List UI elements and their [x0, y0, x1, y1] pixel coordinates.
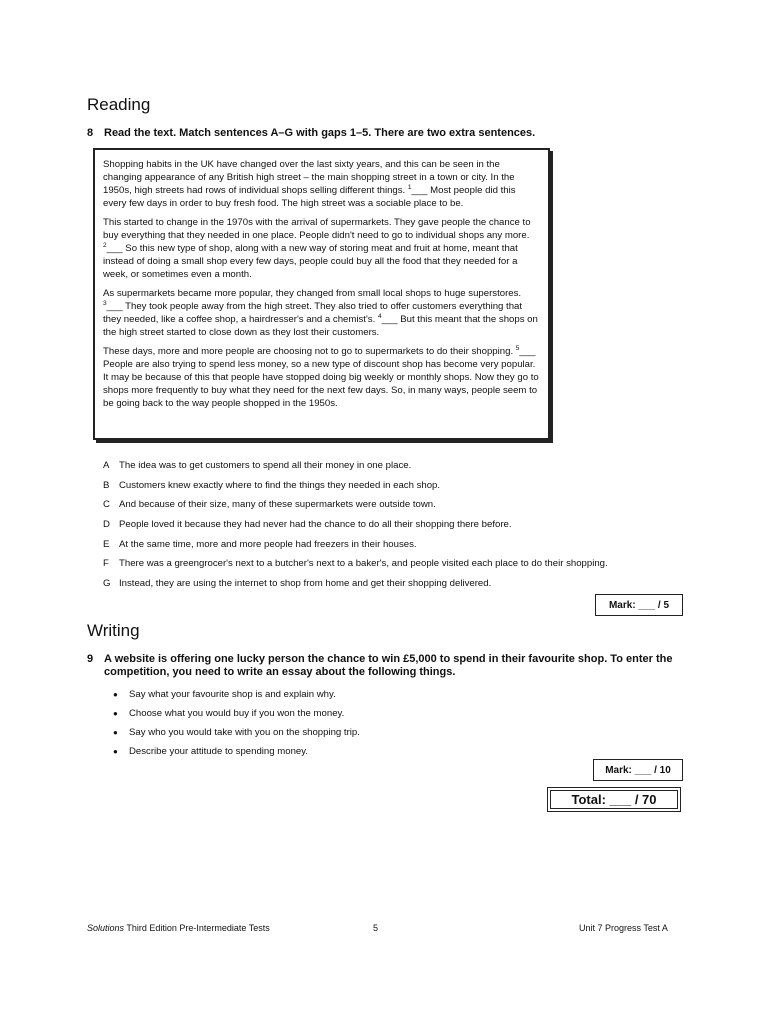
question-8-instruction: Read the text. Match sentences A–G with gaps 1–5. There are two extra sentences.: [104, 127, 536, 139]
gap-number: 1: [407, 183, 412, 191]
option-item: [103, 456, 683, 476]
passage-paragraph: [103, 345, 540, 410]
option-item: [103, 495, 683, 515]
essay-point-text: Say who you would take with you on the shopping trip.: [129, 727, 360, 738]
option-text: There was a greengrocer's next to a butcher's next to a baker's, and people visited each place to do their shopping.: [119, 558, 608, 570]
option-letter: E: [103, 538, 110, 550]
gap-number: 2: [103, 241, 107, 249]
footer-test-name: Unit 7 Progress Test A: [579, 923, 668, 933]
reading-passage: [103, 158, 540, 410]
passage-text: As supermarkets became more popular, they changed from small local shops to huge superstores.: [103, 288, 522, 299]
essay-point: [113, 723, 673, 742]
passage-text: ___ But this meant that the shops on the high street started to close down as they lost their customers.: [103, 314, 538, 338]
option-text: Instead, they are using the internet to shop from home and get their shopping delivered.: [119, 577, 492, 589]
total-score-box: [547, 787, 681, 812]
bullet-icon: ●: [113, 709, 118, 718]
passage-text: ___ People are also trying to spend less money, so a new type of discount shop has become very popular. It may be because of this that people have stopped doing big weekly or monthly shops. Now they go to shops more frequently to buy what they need for the next few days. So, in many ways, people seem to be going back to the way people shopped in the 1950s.: [103, 346, 539, 409]
passage-text: ___ Most people did this every few days in order to buy fresh food. The high street was a sociable place to be.: [103, 185, 516, 209]
option-item: [103, 476, 683, 496]
essay-point: [113, 742, 673, 761]
passage-paragraph: [103, 216, 540, 281]
option-text: Customers knew exactly where to find the things they needed in each shop.: [119, 479, 441, 491]
question-9-number: 9: [87, 653, 94, 665]
footer-book-title: [87, 923, 270, 933]
passage-text: This started to change in the 1970s with the arrival of supermarkets. They gave people the chance to buy everything that they needed in one place. People didn't need to go to individual shops any more.: [103, 217, 531, 241]
reading-mark-box: Mark: ___ / 5: [595, 594, 683, 616]
option-letter: G: [103, 577, 111, 589]
writing-mark-box: Mark: ___ / 10: [593, 759, 683, 781]
footer-page-number: 5: [373, 923, 379, 933]
passage-text: ___ So this new type of shop, along with a new way of storing meat and fruit at home, meant that instead of doing a small shop every few days, people could buy all the food that they needed for a week, or sometimes even a month.: [103, 243, 518, 280]
bullet-icon: ●: [113, 690, 118, 699]
option-letter: F: [103, 558, 109, 570]
option-letter: C: [103, 499, 110, 511]
question-8-number: 8: [87, 127, 94, 139]
option-item: [103, 515, 683, 535]
reading-heading: Reading: [87, 95, 151, 114]
total-score-label: Total: ___ / 70: [550, 790, 678, 809]
option-letter: D: [103, 519, 110, 531]
passage-text: Shopping habits in the UK have changed over the last sixty years, and this can be seen in the changing appearance of any British high street – the main shopping street in a town or city. In the 1950s, high streets had rows of individual shops selling different things.: [103, 159, 515, 196]
option-text: The idea was to get customers to spend all their money in one place.: [119, 460, 412, 472]
option-item: [103, 554, 683, 574]
option-text: At the same time, more and more people had freezers in their houses.: [119, 538, 417, 550]
bullet-icon: ●: [113, 747, 118, 756]
passage-text: These days, more and more people are choosing not to go to supermarkets to do their shopping.: [103, 346, 516, 357]
question-9-instruction: A website is offering one lucky person the chance to win £5,000 to spend in their favourite shop. To enter the competition, you need to write an essay about the following things.: [104, 653, 673, 678]
essay-point: [113, 704, 673, 723]
footer-book-rest: Third Edition Pre-Intermediate Tests: [124, 923, 270, 933]
essay-point-text: Say what your favourite shop is and explain why.: [129, 689, 336, 700]
essay-point-text: Describe your attitude to spending money.: [129, 746, 309, 757]
option-item: [103, 534, 683, 554]
essay-point-text: Choose what you would buy if you won the money.: [129, 708, 345, 719]
essay-points-list: [113, 685, 673, 761]
answer-options-list: [103, 456, 683, 593]
option-item: [103, 574, 683, 594]
bullet-icon: ●: [113, 728, 118, 737]
passage-paragraph: [103, 287, 540, 339]
gap-number: 3: [103, 299, 107, 307]
writing-heading: Writing: [87, 621, 140, 640]
option-letter: B: [103, 479, 110, 491]
gap-number: 5: [515, 344, 520, 352]
reading-passage-box: [93, 148, 550, 440]
passage-text: ___ They took people away from the high street. They also tried to offer customers everything that they needed, like a coffee shop, a hairdresser's and a chemist's.: [103, 301, 523, 325]
passage-paragraph: [103, 158, 540, 210]
gap-number: 4: [377, 312, 382, 320]
option-letter: A: [103, 460, 110, 472]
option-text: People loved it because they had never had the chance to do all their shopping there before.: [119, 519, 512, 531]
option-text: And because of their size, many of these supermarkets were outside town.: [119, 499, 436, 511]
essay-point: [113, 685, 673, 704]
footer-series-name: Solutions: [87, 923, 125, 933]
